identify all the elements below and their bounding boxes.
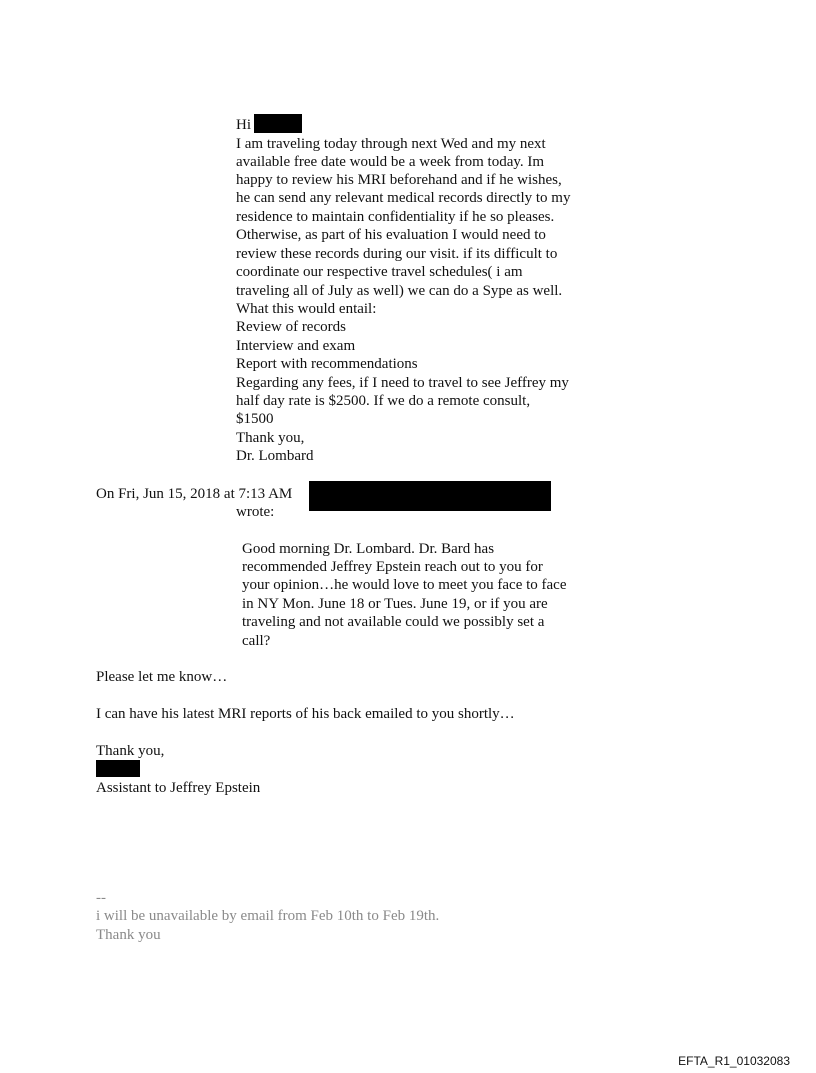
- reply-line-7: review these records during our visit. if its difficult to: [236, 246, 558, 262]
- reply-line-13: Report with recommendations: [236, 356, 418, 372]
- quoted-line-5: traveling and not available could we possibly set a: [242, 614, 545, 630]
- document-id: EFTA_R1_01032083: [678, 1054, 790, 1068]
- reply-line-1: I am traveling today through next Wed and my next: [236, 136, 546, 152]
- unavailable-notice: i will be unavailable by email from Feb 10th to Feb 19th.: [96, 908, 440, 924]
- quoted-line-3: your opinion…he would love to meet you face to face: [242, 577, 567, 593]
- closing-thank-you: Thank you,: [96, 743, 165, 759]
- signature-title: Assistant to Jeffrey Epstein: [96, 780, 261, 796]
- quoted-line-2: recommended Jeffrey Epstein reach out to you for: [242, 559, 543, 575]
- reply-line-3: happy to review his MRI beforehand and if he wishes,: [236, 172, 562, 188]
- signature-separator: --: [96, 890, 106, 906]
- reply-line-9: traveling all of July as well) we can do a Sype as well.: [236, 283, 563, 299]
- quoted-line-6: call?: [242, 633, 271, 649]
- please-let-me-know: Please let me know…: [96, 669, 228, 685]
- redaction-box-recipient: [254, 114, 302, 133]
- reply-line-11: Review of records: [236, 319, 346, 335]
- quoted-line-4: in NY Mon. June 18 or Tues. June 19, or if you are: [242, 596, 548, 612]
- reply-line-18: Dr. Lombard: [236, 448, 314, 464]
- reply-line-5: residence to maintain confidentiality if he so pleases.: [236, 209, 555, 225]
- greeting: Hi: [236, 117, 251, 133]
- reply-line-16: $1500: [236, 411, 274, 427]
- reply-line-14: Regarding any fees, if I need to travel to see Jeffrey my: [236, 375, 569, 391]
- reply-line-12: Interview and exam: [236, 338, 356, 354]
- reply-line-17: Thank you,: [236, 430, 305, 446]
- reply-line-10: What this would entail:: [236, 301, 377, 317]
- reply-line-4: he can send any relevant medical records directly to my: [236, 190, 571, 206]
- quoted-line-1: Good morning Dr. Lombard. Dr. Bard has: [242, 541, 495, 557]
- signature-thank-you: Thank you: [96, 927, 161, 943]
- reply-line-15: half day rate is $2500. If we do a remote consult,: [236, 393, 531, 409]
- redaction-box-assistant-name: [96, 760, 140, 777]
- reply-line-2: available free date would be a week from today. Im: [236, 154, 545, 170]
- mri-reports-line: I can have his latest MRI reports of his back emailed to you shortly…: [96, 706, 515, 722]
- quote-header-wrote: wrote:: [236, 504, 275, 520]
- reply-line-8: coordinate our respective travel schedules( i am: [236, 264, 523, 280]
- redaction-box-sender: [309, 481, 551, 511]
- quote-header-date: On Fri, Jun 15, 2018 at 7:13 AM: [96, 486, 293, 502]
- reply-line-6: Otherwise, as part of his evaluation I would need to: [236, 227, 546, 243]
